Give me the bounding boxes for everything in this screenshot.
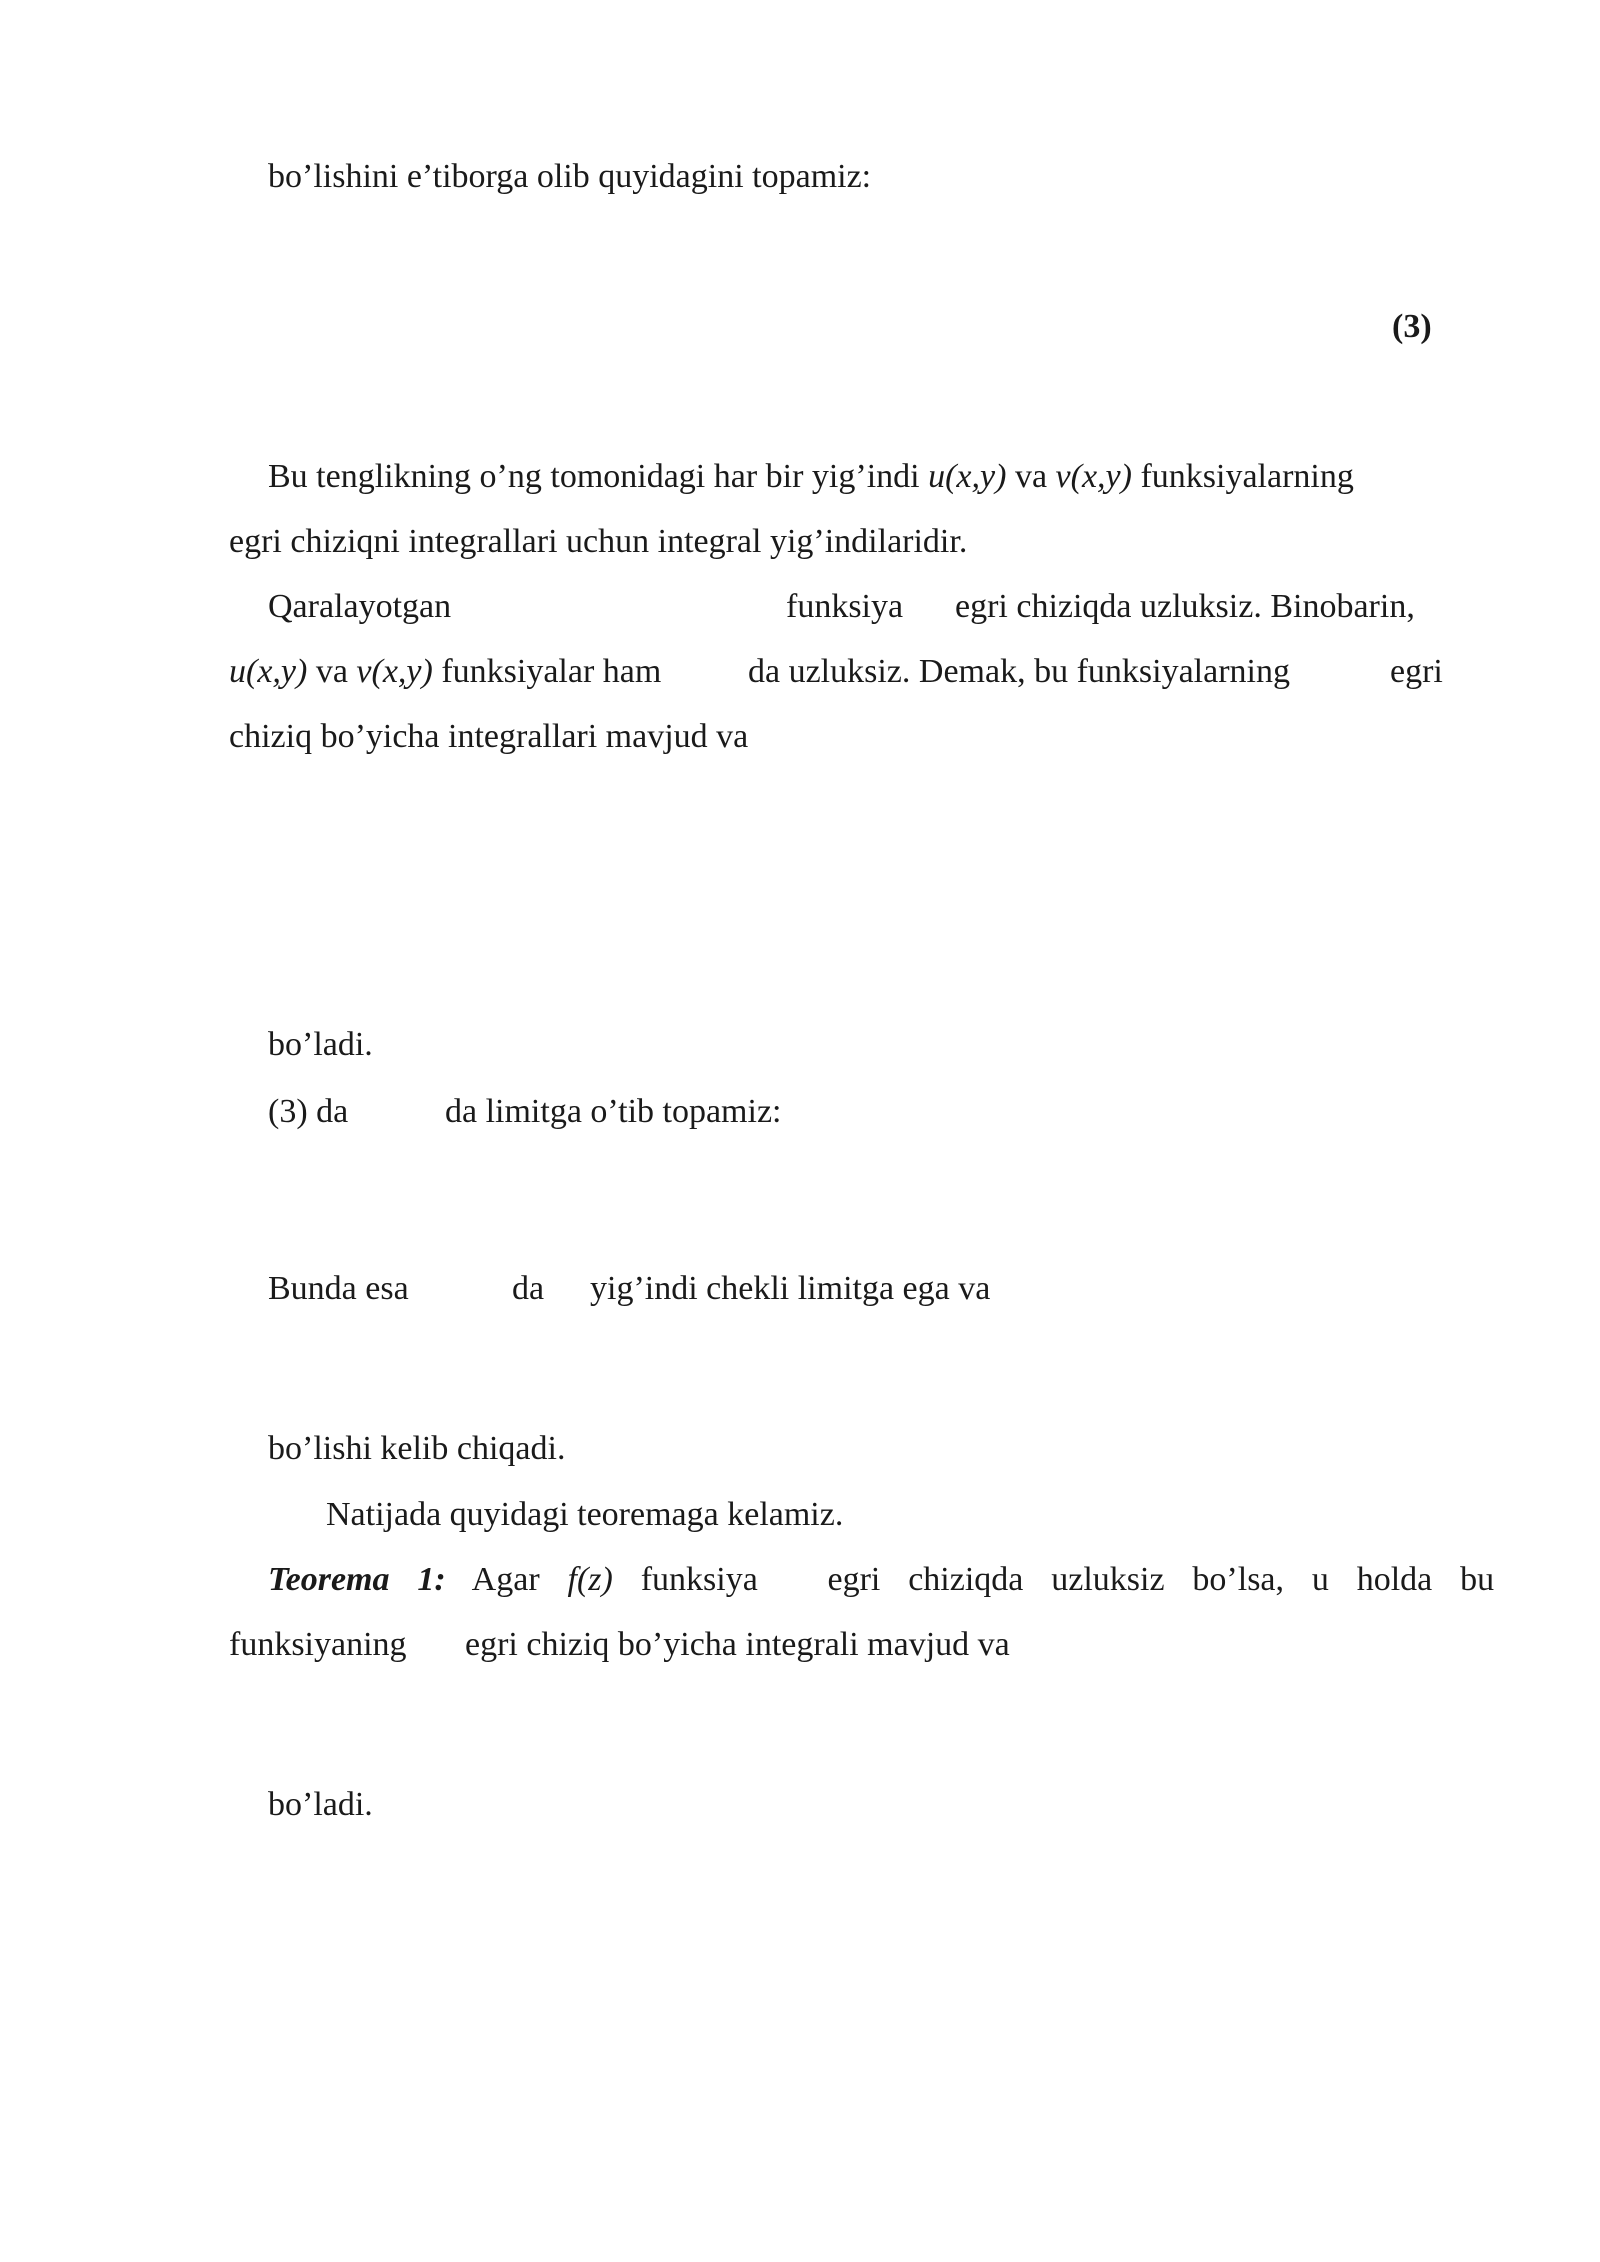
equation-number-text: (3) xyxy=(1392,308,1432,345)
line-9-part-a: (3) da xyxy=(268,1093,349,1130)
text-line-3 xyxy=(268,460,1354,494)
line-13-holda: holda xyxy=(1356,1561,1433,1598)
theorem-label: Teorema 1: xyxy=(268,1561,446,1598)
line-8-text: bo’ladi. xyxy=(268,1026,373,1063)
line-13-bolsa: bo’lsa, xyxy=(1192,1561,1285,1598)
line-9-part-b: da limitga o’tib topamiz: xyxy=(445,1093,782,1130)
line-10-part-a: Bunda esa xyxy=(268,1270,409,1307)
line-7-text: chiziq bo’yicha integrallari mavjud va xyxy=(229,718,749,755)
line-1-text: bo’lishini e’tiborga olib quyidagini topamiz: xyxy=(268,158,872,195)
line-10-part-c: yig’indi chekli limitga ega va xyxy=(590,1270,991,1307)
line-3-part-c: funksiyalarning xyxy=(1131,458,1354,495)
line-10-part-b: da xyxy=(512,1270,545,1307)
line-4-text: egri chiziqni integrallari uchun integral yig’indilaridir. xyxy=(229,523,968,560)
line-12-text: Natijada quyidagi teoremaga kelamiz. xyxy=(326,1496,844,1533)
text-line-10 xyxy=(268,1272,409,1306)
text-line-9 xyxy=(268,1095,348,1129)
text-line-6-d xyxy=(1390,655,1443,689)
line-3-part-a: Bu tenglikning o’ng tomonidagi har bir yig’indi xyxy=(268,458,929,495)
line-6-u-xy: u(x,y) xyxy=(229,653,308,690)
line-11-text: bo’lishi kelib chiqadi. xyxy=(268,1430,566,1467)
line-6-part-c: da uzluksiz. Demak, bu funksiyalarning xyxy=(748,653,1290,690)
line-13-uzluksiz: uzluksiz xyxy=(1051,1561,1165,1598)
equation-number xyxy=(1392,310,1432,344)
line-3-v-xy: v(x,y) xyxy=(1055,458,1132,495)
line-5-part-c: egri chiziqda uzluksiz. Binobarin, xyxy=(955,588,1415,625)
line-13-funksiya: funksiya xyxy=(640,1561,758,1598)
line-14-part-a: funksiyaning xyxy=(229,1626,407,1663)
line-13-u: u xyxy=(1311,1561,1329,1598)
text-line-14-b xyxy=(465,1628,1010,1662)
line-5-part-b: funksiya xyxy=(786,588,904,625)
text-line-6 xyxy=(229,655,661,689)
text-line-5-b xyxy=(786,590,903,624)
line-6-part-b: funksiyalar ham xyxy=(432,653,662,690)
line-5-part-a: Qaralayotgan xyxy=(268,588,452,625)
text-line-4 xyxy=(229,525,967,559)
text-line-15 xyxy=(268,1788,373,1822)
line-6-part-a: va xyxy=(307,653,357,690)
line-13-bu: bu xyxy=(1460,1561,1495,1598)
text-line-12 xyxy=(326,1498,843,1532)
line-6-part-d: egri xyxy=(1390,653,1443,690)
text-line-10-b xyxy=(512,1272,544,1306)
text-line-1 xyxy=(268,160,871,194)
text-line-5-c xyxy=(955,590,1415,624)
text-line-10-c xyxy=(590,1272,990,1306)
line-13-chiziqda: chiziqda xyxy=(908,1561,1024,1598)
line-6-v-xy: v(x,y) xyxy=(356,653,433,690)
line-14-part-b: egri chiziq bo’yicha integrali mavjud va xyxy=(465,1626,1010,1663)
text-line-5 xyxy=(268,590,451,624)
text-line-11 xyxy=(268,1432,565,1466)
line-15-text: bo’ladi. xyxy=(268,1786,373,1823)
line-13-f-z: f(z) xyxy=(567,1561,613,1598)
text-line-8 xyxy=(268,1028,373,1062)
line-13-agar: Agar xyxy=(471,1561,540,1598)
text-line-7 xyxy=(229,720,748,754)
line-13-egri: egri xyxy=(827,1561,881,1598)
text-line-9-b xyxy=(445,1095,781,1129)
text-line-6-c xyxy=(748,655,1290,689)
text-line-13-theorem xyxy=(268,1563,1494,1597)
text-line-14 xyxy=(229,1628,407,1662)
line-3-part-b: va xyxy=(1006,458,1056,495)
line-3-u-xy: u(x,y) xyxy=(928,458,1007,495)
